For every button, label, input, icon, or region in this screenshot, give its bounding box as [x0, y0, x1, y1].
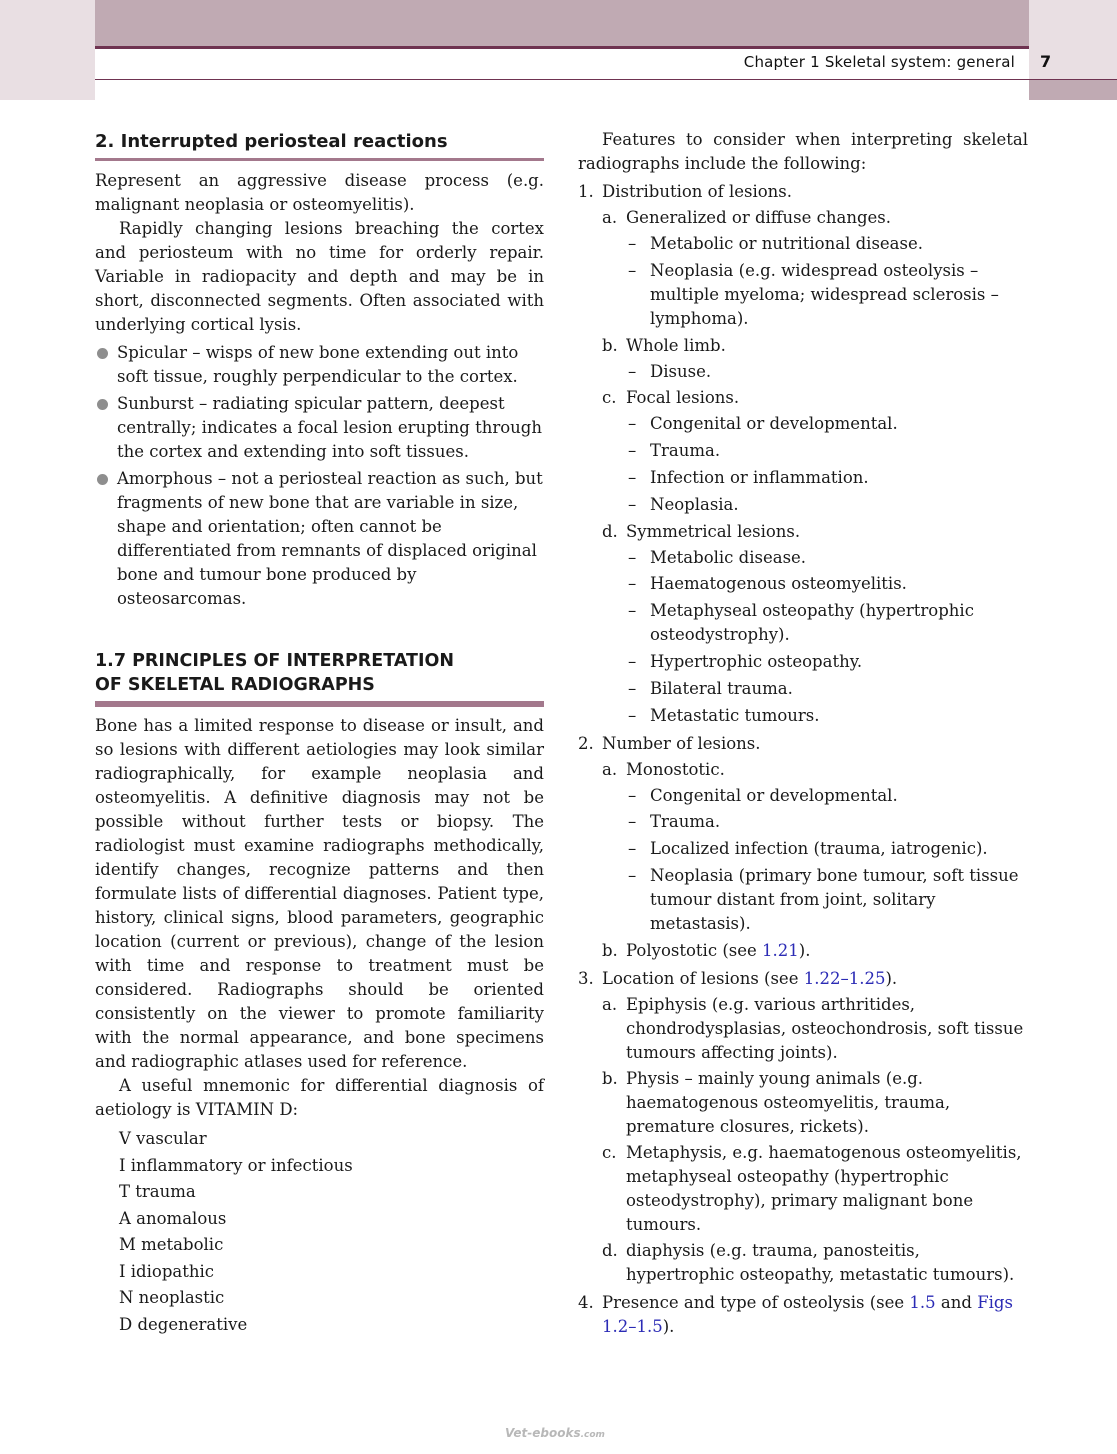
sub-item-letter: c.	[602, 1142, 617, 1162]
dash-item-text: Neoplasia (primary bone tumour, soft tissue tumour distant from joint, solitary metastasis).	[650, 865, 1019, 933]
sub-item-letter: b.	[602, 1068, 618, 1088]
bullet-icon	[97, 348, 108, 359]
body-paragraph: A useful mnemonic for differential diagnosis of aetiology is VITAMIN D:	[95, 1076, 544, 1119]
sub-list	[602, 758, 1028, 963]
intro-paragraph: Features to consider when interpreting skeletal radiographs include the following:	[578, 130, 1028, 173]
mnemonic-item: M metabolic	[119, 1235, 224, 1254]
dash-item: – Bilateral trauma.	[628, 678, 793, 698]
sub-item-letter: d.	[602, 1240, 618, 1260]
sub-item-letter: d.	[602, 521, 618, 541]
item-title: Location of lesions (see	[602, 968, 804, 988]
figure-link[interactable]: Figs 1.2–1.5	[602, 1292, 1013, 1336]
dash-item-text: Infection or inflammation.	[650, 467, 869, 487]
sub-item-title: Focal lesions.	[626, 388, 740, 408]
sub-item-text: Metaphysis, e.g. haematogenous osteomyelitis, metaphyseal osteopathy (hypertrophic osteodystrophy), primary malignant bone tumours.	[626, 1142, 1022, 1234]
sub-item-letter: b.	[602, 940, 618, 960]
mnemonic-item: N neoplastic	[119, 1288, 225, 1307]
sub-item	[602, 386, 1028, 516]
sub-item-letter: a.	[602, 994, 618, 1014]
right-column	[578, 128, 1028, 1343]
dash-item-text: Bilateral trauma.	[650, 678, 793, 698]
sub-item-title: Symmetrical lesions.	[626, 521, 801, 541]
item-title: Number of lesions.	[602, 733, 761, 753]
mnemonic-item: A anomalous	[119, 1208, 227, 1228]
sub-item	[602, 939, 1028, 963]
mnemonic-list	[119, 1126, 544, 1338]
header-band	[95, 0, 1029, 47]
dash-item-text: Congenital or developmental.	[650, 785, 898, 805]
page-number: 7	[1040, 52, 1052, 71]
sub-item	[602, 758, 1028, 936]
body-paragraph: Bone has a limited response to disease or insult, and so lesions with different aetiologies may look similar radiographically, for example neoplasia and osteomyelitis. A definitive diagnosis may not be possible without further tests or biopsy. The radiologist must examine radiographs methodically, identify changes, recognize patterns and then formulate lists of differential diagnoses. Patient type, history, clinical signs, blood parameters, geographic location (current or previous), change of the lesion with time and response to treatment must be considered. Radiographs should be oriented consistently on the viewer to promote familiarity with the normal appearance, and bone specimens and radiographic atlases used for reference.	[95, 716, 544, 1071]
list-item	[95, 392, 544, 464]
body-paragraph: Rapidly changing lesions breaching the cortex and periosteum with no time for orderly repair. Variable in radiopacity and depth and may be in short, disconnected segments. Often associated with underlying cortical lysis.	[95, 219, 544, 334]
sub-item	[602, 206, 1028, 331]
sub-item-title: Monostotic.	[626, 759, 725, 779]
item-number: 2.	[578, 733, 594, 753]
intro-paragraph: Represent an aggressive disease process (e.g. malignant neoplasia or osteomyelitis).	[95, 171, 544, 214]
dash-item-text: Trauma.	[650, 812, 721, 832]
item-number: 4.	[578, 1292, 594, 1312]
dash-item: – Metastatic tumours.	[628, 705, 820, 725]
dash-item-text: Disuse.	[650, 361, 712, 381]
watermark	[505, 1426, 605, 1440]
header-band-left	[0, 0, 95, 100]
sub-item-letter: a.	[602, 208, 618, 227]
dash-item: – Neoplasia.	[628, 494, 739, 514]
dash-item: – Neoplasia (e.g. widespread osteolysis – multiple myeloma; widespread sclerosis – lymphoma).	[628, 260, 999, 328]
sub-item-letter: a.	[602, 759, 618, 779]
list-item-text: Amorphous – not a periosteal reaction as such, but fragments of new bone that are variable in size, shape and orientation; often cannot be differentiated from remnants of displaced original bone and tumour bone produced by osteosarcomas.	[117, 469, 543, 608]
sub-item	[602, 993, 1028, 1065]
bullet-icon	[97, 399, 108, 410]
list-item	[95, 341, 544, 389]
sub-item	[602, 334, 1028, 384]
mnemonic-item: I inflammatory or infectious	[119, 1155, 353, 1175]
dash-item: – Congenital or developmental.	[628, 414, 898, 434]
sub-item	[602, 520, 1028, 728]
section-heading: 2. Interrupted periosteal reactions	[95, 128, 544, 161]
dash-item: – Neoplasia (primary bone tumour, soft tissue tumour distant from joint, solitary metastasis).	[628, 865, 1019, 933]
dash-item: – Metaphyseal osteopathy (hypertrophic osteodystrophy).	[628, 601, 974, 645]
running-head: Chapter 1 Skeletal system: general	[743, 53, 1015, 71]
sub-item-text: diaphysis (e.g. trauma, panosteitis, hypertrophic osteopathy, metastatic tumours).	[626, 1240, 1015, 1284]
item-number: 1.	[578, 182, 594, 201]
list-item	[578, 1291, 1028, 1339]
list-item	[578, 967, 1028, 1287]
list-item-text: Sunburst – radiating spicular pattern, deepest centrally; indicates a focal lesion erupting through the cortex and extending into soft tissues.	[117, 394, 542, 461]
chapter-heading-line: OF SKELETAL RADIOGRAPHS	[95, 675, 375, 695]
item-title: ).	[662, 1316, 675, 1336]
sub-item-letter: b.	[602, 335, 618, 355]
dash-item: – Metabolic or nutritional disease.	[628, 234, 923, 253]
dash-list	[626, 232, 1028, 331]
dash-item: – Congenital or developmental.	[628, 785, 898, 805]
sub-item	[602, 1239, 1028, 1287]
figure-link[interactable]: 1.5	[909, 1292, 936, 1312]
dash-list	[626, 784, 1028, 936]
bullet-list	[95, 341, 544, 611]
dash-item-text: Metabolic or nutritional disease.	[650, 234, 923, 253]
dash-item-text: Metabolic disease.	[650, 547, 807, 567]
sub-item-text: ).	[798, 940, 811, 960]
mnemonic-item: T trauma	[119, 1182, 196, 1201]
dash-list	[626, 360, 1028, 384]
sub-item-title: Whole limb.	[626, 335, 726, 355]
item-title: ).	[885, 968, 898, 988]
sub-item	[602, 1067, 1028, 1139]
sub-list	[602, 206, 1028, 728]
sub-item	[602, 1141, 1028, 1237]
dash-list	[626, 546, 1028, 728]
chapter-heading-line: 1.7 PRINCIPLES OF INTERPRETATION	[95, 651, 454, 671]
mnemonic-item: I idiopathic	[119, 1261, 214, 1281]
list-item	[578, 732, 1028, 963]
item-title: and	[935, 1292, 978, 1312]
dash-item: – Localized infection (trauma, iatrogenic).	[628, 839, 988, 859]
features-list	[578, 180, 1028, 1339]
dash-item-text: Neoplasia.	[650, 494, 739, 514]
left-column	[95, 128, 544, 1338]
chapter-heading	[95, 649, 544, 707]
dash-item-text: Metastatic tumours.	[650, 705, 820, 725]
sub-item-letter: c.	[602, 388, 617, 408]
dash-item: – Trauma.	[628, 812, 721, 832]
dash-item-text: Localized infection (trauma, iatrogenic).	[650, 839, 988, 859]
dash-list	[626, 412, 1028, 516]
sub-item-text: Epiphysis (e.g. various arthritides, chondrodysplasias, osteochondrosis, soft tissue tumours affecting joints).	[626, 994, 1024, 1062]
dash-item-text: Trauma.	[650, 441, 721, 461]
mnemonic-item: D degenerative	[119, 1314, 248, 1334]
figure-link[interactable]: 1.22–1.25	[803, 968, 886, 988]
dash-item-text: Haematogenous osteomyelitis.	[650, 574, 907, 594]
item-title: Distribution of lesions.	[602, 182, 793, 201]
sub-item-text: Physis – mainly young animals (e.g. haematogenous osteomyelitis, trauma, premature closures, rickets).	[626, 1068, 951, 1136]
item-title: Presence and type of osteolysis (see	[602, 1292, 910, 1312]
dash-item: – Haematogenous osteomyelitis.	[628, 574, 907, 594]
sub-list	[602, 993, 1028, 1287]
mnemonic-item: V vascular	[119, 1129, 207, 1148]
sub-item-text: Polyostotic (see	[626, 940, 763, 960]
watermark-domain: .com	[580, 1430, 605, 1440]
list-item	[95, 467, 544, 611]
dash-item-text: Congenital or developmental.	[650, 414, 898, 434]
dash-item-text: Metaphyseal osteopathy (hypertrophic osteodystrophy).	[650, 601, 974, 645]
dash-item-text: Neoplasia (e.g. widespread osteolysis – multiple myeloma; widespread sclerosis – lymphoma).	[650, 260, 999, 328]
item-number: 3.	[578, 968, 594, 988]
dash-item: – Metabolic disease.	[628, 547, 807, 567]
header-rule-top	[95, 46, 1029, 49]
header-rule-bottom	[95, 79, 1117, 80]
list-item-text: Spicular – wisps of new bone extending out into soft tissue, roughly perpendicular to the cortex.	[117, 343, 519, 386]
sub-item-title: Generalized or diffuse changes.	[626, 208, 891, 227]
watermark-text: Vet-ebooks	[505, 1426, 581, 1440]
dash-item: – Disuse.	[628, 361, 712, 381]
bullet-icon	[97, 474, 108, 485]
dash-item: – Infection or inflammation.	[628, 467, 869, 487]
dash-item-text: Hypertrophic osteopathy.	[650, 651, 863, 671]
figure-link[interactable]: 1.21	[762, 940, 799, 960]
header-band-right-strip	[1029, 80, 1117, 100]
list-item	[578, 180, 1028, 728]
dash-item: – Trauma.	[628, 441, 721, 461]
dash-item: – Hypertrophic osteopathy.	[628, 651, 863, 671]
